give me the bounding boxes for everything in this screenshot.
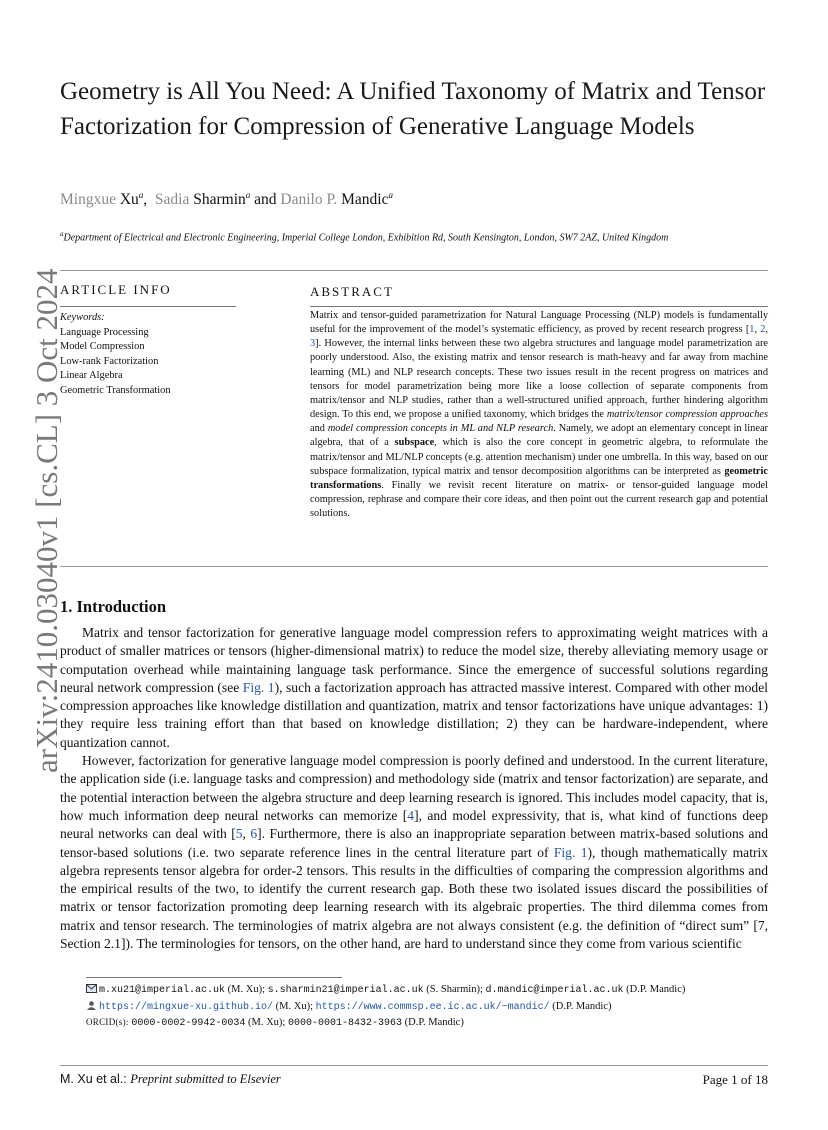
footnote-divider: [86, 977, 342, 978]
homepage-link[interactable]: https://mingxue-xu.github.io/: [99, 1001, 274, 1013]
keyword: Model Compression: [60, 341, 145, 352]
email-link[interactable]: m.xu21@imperial.ac.uk: [99, 985, 226, 996]
paragraph: However, factorization for generative language model compression is poorly defined and understood. In the current literature, the application side (i.e. language tasks and compression) and methodology side (matrix and tensor factorization) are separate, and the potential interaction between the algebra structure and deep learning research is ignored. This includes model capacity, that is, how much information deep neural networks can memorize [4], and model expressivity, that is, what kind of functions deep neural networks can deal with [5, 6]. Furthermore, there is also an inappropriate separation between matrix-based solutions and tensor-based solutions (i.e. two separate reference lines in the central literature part of Fig. 1), though mathematically matrix algebra represents tensor algebra for order-2 tensors. This results in the difficulties of comparing the compression algorithms and the empirical results of the two, to identify the current research gap. Both these two isolated issues discard the possibilities of matrix or tensor factorization promoting deep learning research with its algebraic properties. The third dilemma comes from matrix and tensor research. The terminologies of matrix algebra are not always consistent (e.g. the definition of “direct sum” [7, Section 2.1]). The terminologies for tensors, on the other hand, are hard to understand since they come from various scientific: [60, 753, 769, 952]
header-divider: [60, 270, 768, 271]
citation-link[interactable]: 4: [407, 807, 415, 823]
paragraph: Matrix and tensor factorization for generative language model compression refers to approximating weight matrices with a product of smaller matrices or tensors (higher-dimensional matrix) to reduce the model size, thereby alleviating memory usage or computation overhead while maintaining language task performance. Since the emergence of successful solutions regarding neural network compression (see Fig. 1), such a factorization approach has attracted massive interest. Compared with other model compression approaches like knowledge distillation and quantization, matrix and tensor factorizations have unique advantages: 1) they require less training effort than that based on knowledge distillation; 2) they can be hardware-independent, where quantization cannot.: [60, 625, 768, 750]
citation-link[interactable]: 5: [235, 826, 243, 842]
section-heading: 1. Introduction: [60, 597, 167, 616]
keywords-label: Keywords:: [60, 312, 105, 323]
email-line: m.xu21@imperial.ac.uk (M. Xu); s.sharmin21@imperial.ac.uk (S. Sharmin); d.mandic@imperial.ac.uk (D.P. Mandic): [86, 982, 776, 999]
figure-link[interactable]: Fig. 1: [553, 844, 588, 860]
envelope-icon: [86, 984, 97, 993]
abstract-bottom-divider: [60, 566, 768, 567]
citation-link[interactable]: 3: [310, 338, 316, 350]
page-number: Page 1 of 18: [702, 1072, 768, 1087]
abstract-body: Matrix and tensor-guided parametrization for Natural Language Processing (NLP) models is fundamentally useful for the improvement of the model’s systematic efficiency, as proved by recent research progress [1, 2, 3]. However, the internal links between these two algebra structures and language model parametrization are poorly understood. Also, the existing matrix and tensor research is math-heavy and far away from machine learning (ML) and NLP research concepts. These two issues result in the recent progress on matrices and tensors for model parametrization being more like a loose collection of separate components from matrix/tensor and NLP studies, rather than a well-structured unified approach, further hindering algorithm design. To this end, we propose a unified taxonomy, which bridges the matrix/tensor compression approaches and model compression concepts in ML and NLP research. Namely, we adopt an elementary concept in linear algebra, that of a subspace, which is also the core concept in geometric algebra, to reformulate the matrix/tensor and ML/NLP concepts (e.g. attention mechanism) under one umbrella. In this way, based on our subspace formalization, typical matrix and tensor decomposition algorithms can be interpreted as geometric transformations. Finally we revisit recent literature on matrix- or tensor-guided language model compression, rephrase and compare their core ideas, and then point out the current research gap and potential solutions.: [310, 310, 768, 520]
homepage-link[interactable]: https://www.commsp.ee.ic.ac.uk/~mandic/: [315, 1001, 550, 1013]
citation-link[interactable]: 2: [760, 324, 766, 336]
orcid-line: ORCID(s): 0000-0002-9942-0034 (M. Xu); 0000-0001-8432-3963 (D.P. Mandic): [86, 1017, 464, 1029]
author[interactable]: Mingxue Xu$^a$: [60, 190, 144, 209]
arxiv-id: arXiv:2410.03040v1 [cs.CL] 3 Oct 2024: [29, 268, 64, 773]
user-icon: [86, 1001, 97, 1010]
keyword: Low-rank Factorization: [60, 355, 159, 367]
email-link[interactable]: d.mandic@imperial.ac.uk: [485, 985, 624, 996]
orcid-id[interactable]: 0000-0001-8432-3963: [287, 1018, 402, 1029]
paper-title: Geometry is All You Need: A Unified Taxonomy of Matrix and Tensor Factorization for Compression of Generative Language Models: [60, 78, 766, 140]
author-list: Mingxue Xu$^a$, Sadia Sharmin$^a$ and Danilo P. Mandic$^a$: [60, 190, 393, 209]
email-link[interactable]: s.sharmin21@imperial.ac.uk: [267, 985, 424, 996]
citation-link[interactable]: 1: [749, 324, 755, 336]
affiliation: $^a$Department of Electrical and Electronic Engineering, Imperial College London, Exhibition Rd, South Kensington, London, SW7 2AZ, United Kingdom: [60, 230, 669, 244]
abstract-divider: [310, 306, 768, 307]
keyword: Linear Algebra: [60, 370, 123, 381]
citation-link[interactable]: 6: [250, 826, 258, 842]
abstract-heading: ABSTRACT: [310, 284, 394, 299]
running-footer: M. Xu et al.: Preprint submitted to Elsevier: [60, 1072, 281, 1086]
figure-link[interactable]: Fig. 1: [242, 679, 275, 695]
intro-body: [60, 624, 768, 953]
article-info-divider: [60, 306, 236, 307]
footer-divider: [60, 1065, 768, 1066]
keyword: Language Processing: [60, 326, 149, 338]
author[interactable]: Sadia Sharmin$^a$: [154, 190, 251, 209]
keyword: Geometric Transformation: [60, 384, 171, 396]
article-info-heading: ARTICLE INFO: [60, 282, 172, 297]
keywords: [60, 311, 240, 398]
homepage-line: https://mingxue-xu.github.io/ (M. Xu); https://www.commsp.ee.ic.ac.uk/~mandic/ (D.P. Mandic): [86, 999, 776, 1016]
orcid-label: ORCID(s):: [86, 1017, 129, 1027]
author[interactable]: Danilo P. Mandic$^a$: [280, 190, 393, 209]
footnotes: [86, 982, 776, 1032]
orcid-id[interactable]: 0000-0002-9942-0034: [131, 1018, 246, 1029]
